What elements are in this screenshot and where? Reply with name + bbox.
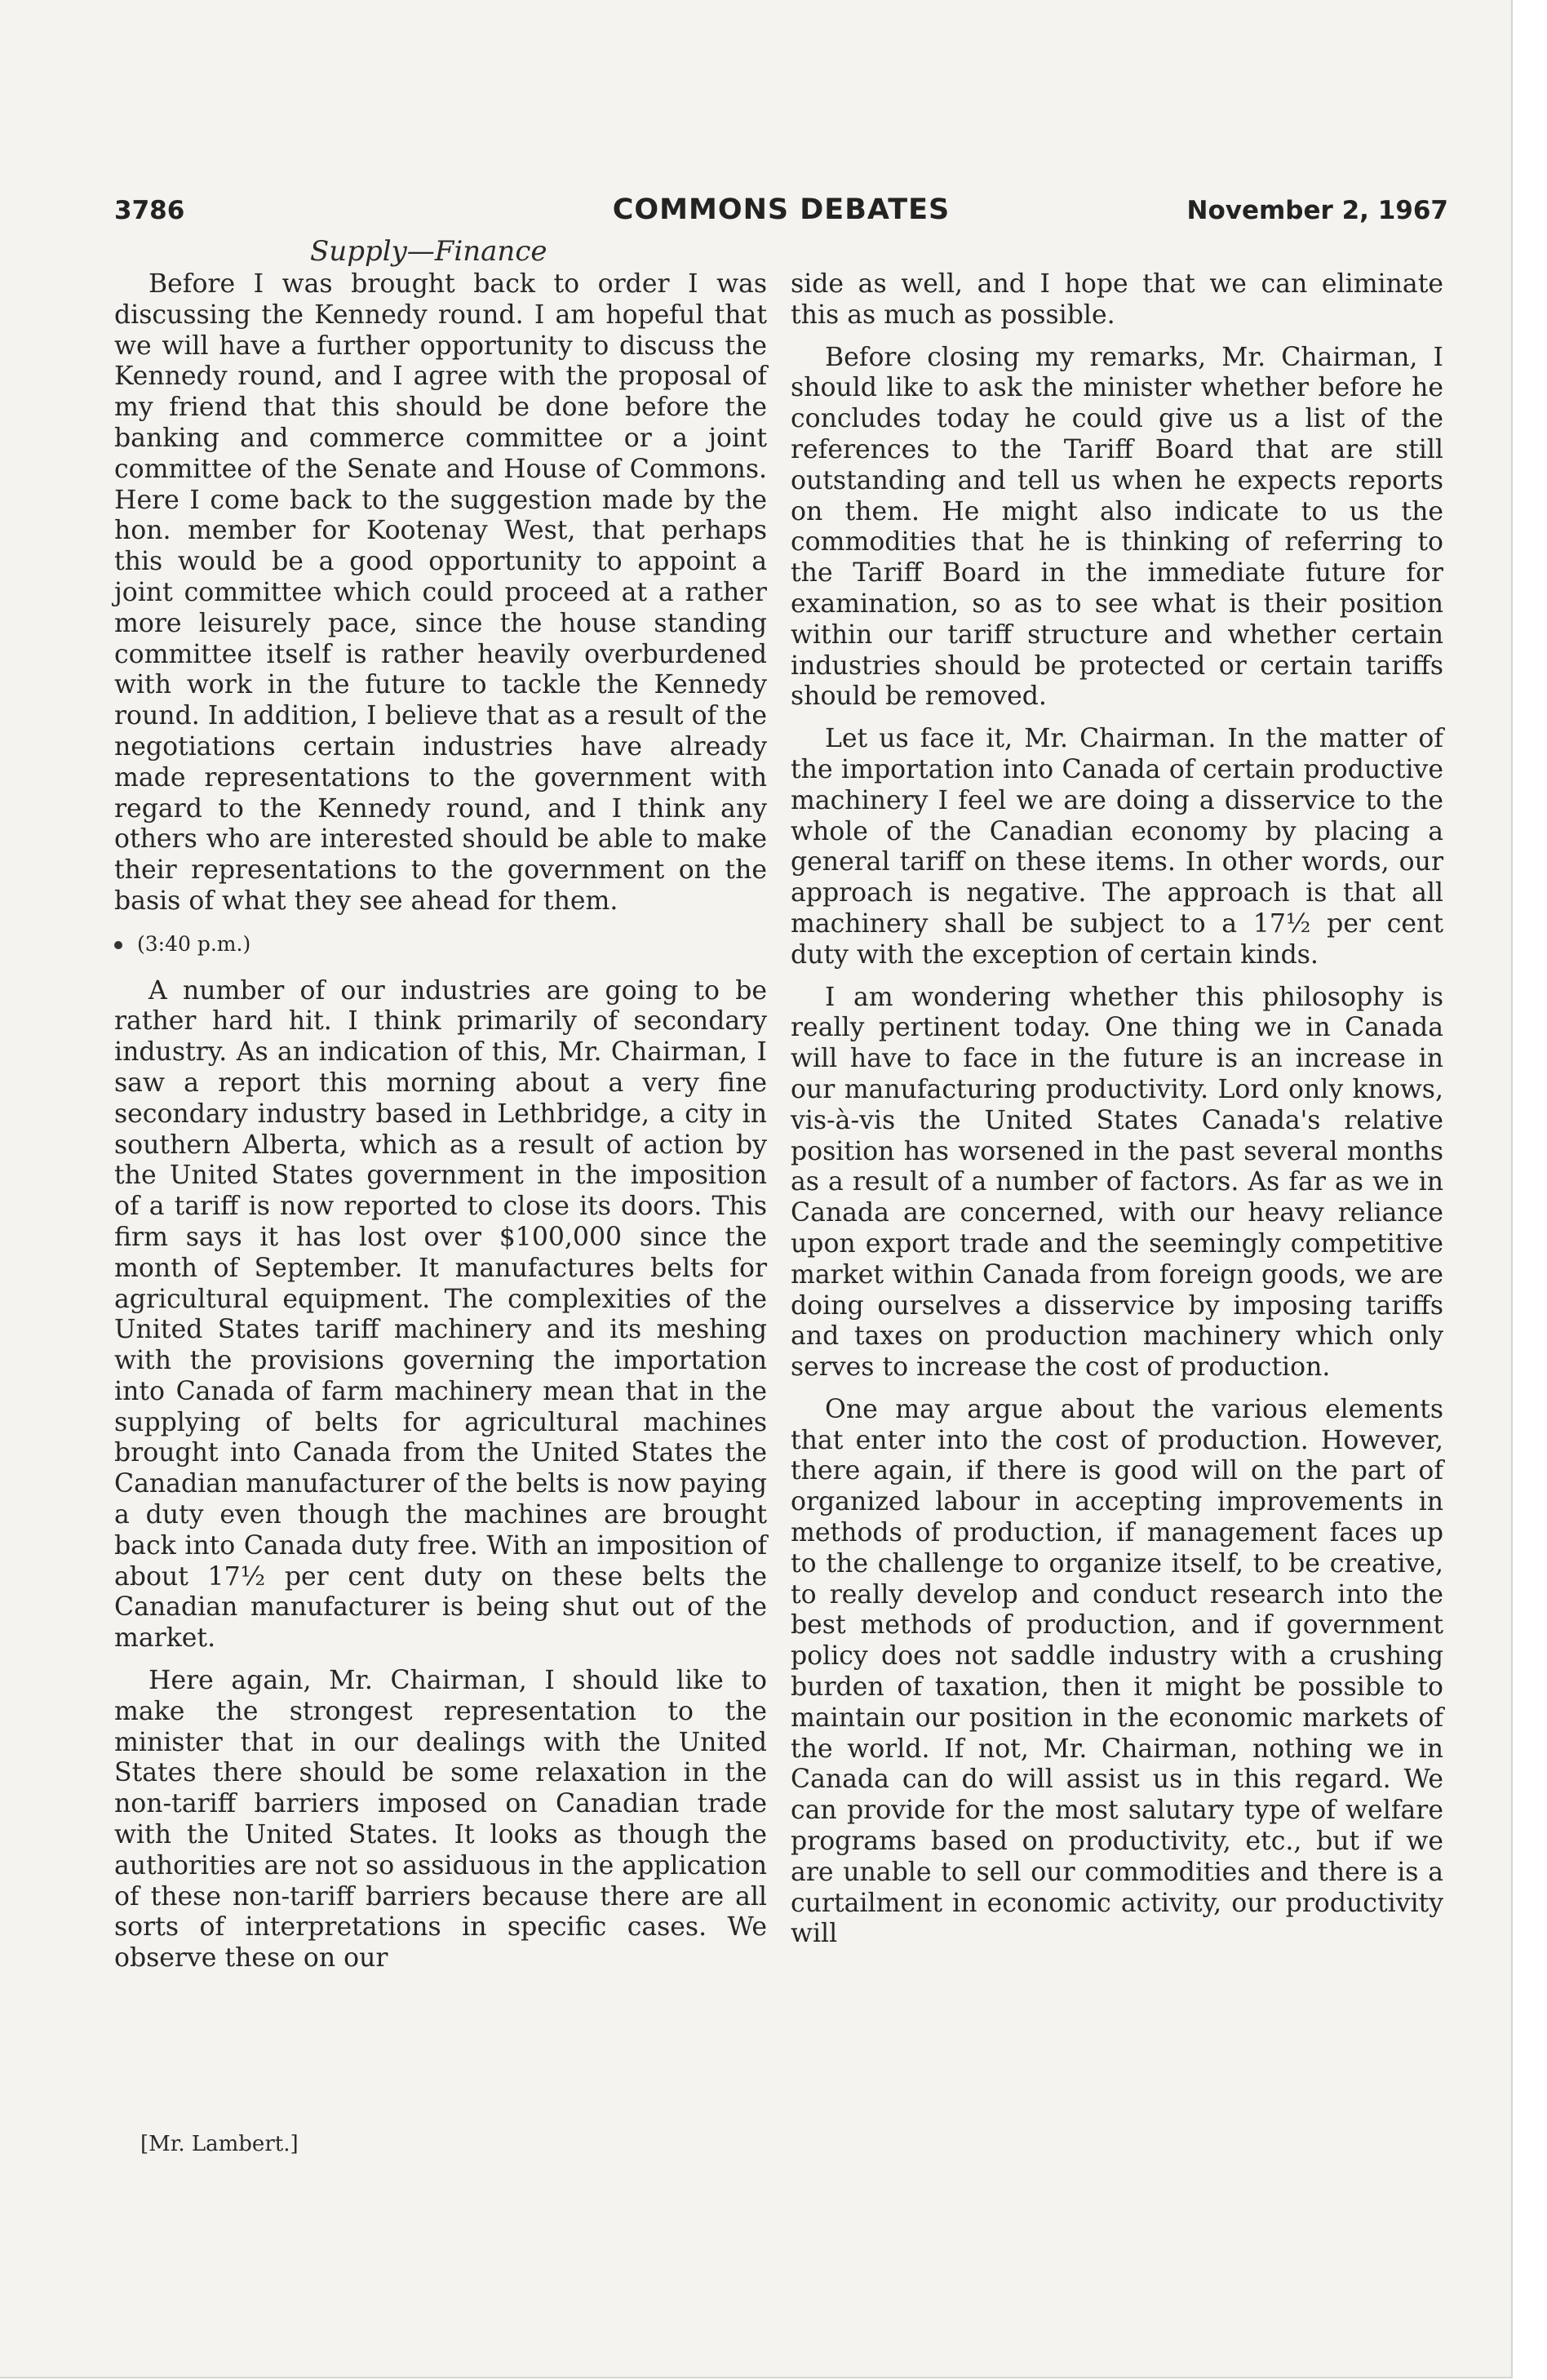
journal-title: COMMONS DEBATES	[612, 193, 951, 226]
left-column	[114, 269, 767, 1986]
paragraph: side as well, and I hope that we can eliminate this as much as possible.	[791, 269, 1443, 330]
speaker-tag: [Mr. Lambert.]	[140, 2132, 299, 2156]
time-mark-text: (3:40 p.m.)	[137, 931, 251, 956]
paragraph: I am wondering whether this philosophy is really pertinent today. One thing we in Canada will have to face in the future is an increase in our manufacturing productivity. Lord only knows, vis-à-vis the United States Canada's relative position has worsened in the past several months as a result of a number of factors. As far as we in Canada are concerned, with our heavy reliance upon export trade and the seemingly competitive market within Canada from foreign goods, we are doing ourselves a disservice by imposing tariffs and taxes on production machinery which only serves to increase the cost of production.	[791, 982, 1443, 1383]
page-date: November 2, 1967	[1186, 196, 1448, 225]
paragraph: Let us face it, Mr. Chairman. In the matter of the importation into Canada of certain productive machinery I feel we are doing a disservice to the whole of the Canadian economy by placing a general tariff on these items. In other words, our approach is negative. The approach is that all machinery shall be subject to a 17½ per cent duty with the exception of certain kinds.	[791, 724, 1443, 970]
page-number: 3786	[114, 196, 185, 225]
paragraph: Before closing my remarks, Mr. Chairman, I should like to ask the minister whether before he concludes today he could give us a list of the references to the Tariff Board that are still outstanding and tell us when he expects reports on them. He might also indicate to us the commodities that he is thinking of referring to the Tariff Board in the immediate future for examination, so as to see what is their position within our tariff structure and whether certain industries should be protected or certain tariffs should be removed.	[791, 342, 1443, 712]
page-header	[114, 193, 1448, 233]
paragraph: One may argue about the various elements that enter into the cost of production. However, there again, if there is good will on the part of organized labour in accepting improvements in methods of production, if management faces up to the challenge to organize itself, to be creative, to really develop and conduct research into the best methods of production, and if government policy does not saddle industry with a crushing burden of taxation, then it might be possible to maintain our position in the economic markets of the world. If not, Mr. Chairman, nothing we in Canada can do will assist us in this regard. We can provide for the most salutary type of welfare programs based on productivity, etc., but if we are unable to sell our commodities and there is a curtailment in economic activity, our productivity will	[791, 1394, 1443, 1949]
paragraph: Here again, Mr. Chairman, I should like to make the strongest representation to the minister that in our dealings with the United States there should be some relaxation in the non-tariff barriers imposed on Canadian trade with the United States. It looks as though the authorities are not so assiduous in the application of these non-tariff barriers because there are all sorts of interpretations in specific cases. We observe these on our	[114, 1666, 767, 1974]
paragraph: A number of our industries are going to be rather hard hit. I think primarily of secondary industry. As an indication of this, Mr. Chairman, I saw a report this morning about a very fine secondary industry based in Lethbridge, a city in southern Alberta, which as a result of action by the United States government in the imposition of a tariff is now reported to close its doors. This firm says it has lost over $100,000 since the month of September. It manufactures belts for agricultural equipment. The complexities of the United States tariff machinery and its meshing with the provisions governing the importation into Canada of farm machinery mean that in the supplying of belts for agricultural machines brought into Canada from the United States the Canadian manufacturer of the belts is now paying a duty even though the machines are brought back into Canada duty free. With an imposition of about 17½ per cent duty on these belts the Canadian manufacturer is being shut out of the market.	[114, 975, 767, 1654]
bullet-icon	[114, 941, 122, 949]
time-mark	[114, 929, 767, 960]
paragraph: Before I was brought back to order I was discussing the Kennedy round. I am hopeful that we will have a further opportunity to discuss the Kennedy round, and I agree with the proposal of my friend that this should be done before the banking and commerce committee or a joint committee of the Senate and House of Commons. Here I come back to the suggestion made by the hon. member for Kootenay West, that perhaps this would be a good opportunity to appoint a joint committee which could proceed at a rather more leisurely pace, since the house standing committee itself is rather heavily overburdened with work in the future to tackle the Kennedy round. In addition, I believe that as a result of the negotiations certain industries have already made representations to the government with regard to the Kennedy round, and I think any others who are interested should be able to make their representations to the government on the basis of what they see ahead for them.	[114, 269, 767, 916]
running-head: Supply—Finance	[310, 235, 547, 268]
right-column	[791, 269, 1443, 1961]
